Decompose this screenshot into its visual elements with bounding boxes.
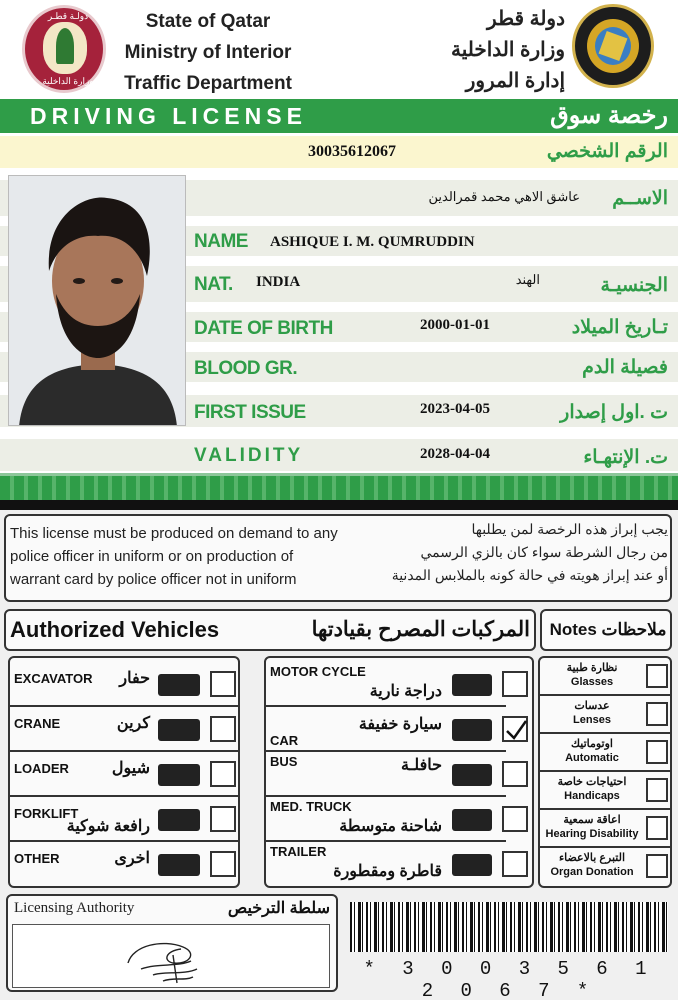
personal-number-value: 30035612067 <box>308 143 396 160</box>
vehicle-label: EXCAVATOR <box>14 671 93 686</box>
nationality-label: NAT. <box>194 274 233 295</box>
note-label: Lenses <box>573 714 611 726</box>
note-checkbox[interactable] <box>646 740 668 764</box>
vehicle-icon <box>158 854 200 876</box>
vehicle-label-ar: دراجة نارية <box>369 683 442 700</box>
vehicle-label: BUS <box>270 754 298 769</box>
authorized-vehicles-title-ar: المركبات المصرح بقيادتها <box>311 618 530 641</box>
header-english: State of Qatar Ministry of Interior Traffic Department <box>124 11 292 94</box>
signature-area <box>12 924 330 988</box>
vehicle-icon <box>452 809 492 831</box>
validity-value: 2028-04-04 <box>420 446 490 462</box>
nationality-value-ar: الهند <box>515 272 540 287</box>
note-label-ar: نظارة طبية <box>566 662 618 674</box>
name-label-ar: الاســم <box>612 188 668 209</box>
note-label: Glasses <box>570 676 614 688</box>
driving-license-title: DRIVING LICENSE <box>30 103 307 129</box>
vehicle-label-ar: حفار <box>119 670 150 687</box>
header-arabic: دولة قطر وزارة الداخلية إدارة المرور <box>450 8 565 92</box>
nationality-value: INDIA <box>256 274 301 290</box>
vehicle-label: MED. TRUCK <box>270 799 352 814</box>
traffic-emblem-logo <box>572 4 654 88</box>
driving-license-title-arabic: رخصة سوق <box>550 102 668 129</box>
vehicle-checkbox[interactable] <box>502 716 528 742</box>
decorative-border <box>0 473 678 500</box>
barcode-number: * 3 0 0 3 5 6 1 2 0 6 7 * <box>363 958 655 1002</box>
authorized-vehicles-title: Authorized Vehicles <box>10 617 220 642</box>
notes-title: Notes ملاحظات <box>549 620 667 639</box>
note-label: Handicaps <box>564 790 620 802</box>
vehicle-checkbox[interactable] <box>502 761 528 787</box>
first-issue-value: 2023-04-05 <box>420 401 490 417</box>
vehicle-checkbox[interactable] <box>210 806 236 832</box>
validity-label-ar: ت. الإنتهـاء <box>583 447 668 468</box>
dob-value: 2000-01-01 <box>420 317 490 333</box>
name-arabic-value: عاشق الاهي محمد قمرالدين <box>428 189 580 204</box>
licensing-authority-label: Licensing Authority <box>14 900 135 916</box>
vehicle-icon <box>158 764 200 786</box>
person-portrait-icon <box>9 176 186 426</box>
vehicle-label-ar: اخرى <box>114 850 150 867</box>
note-label-ar: عدسات <box>574 700 610 712</box>
qatar-moi-seal-logo: دولـة قطـر وزارة الداخلية <box>22 5 106 93</box>
blood-group-label: BLOOD GR. <box>194 358 298 379</box>
barcode <box>350 902 668 952</box>
vehicle-checkbox[interactable] <box>210 851 236 877</box>
holder-photo <box>8 175 186 426</box>
license-front <box>0 0 678 500</box>
note-label: Automatic <box>565 752 619 764</box>
name-value: ASHIQUE I. M. QUMRUDDIN <box>270 234 475 250</box>
first-issue-label-ar: ت .اول إصدار <box>560 402 668 423</box>
note-checkbox[interactable] <box>646 854 668 878</box>
vehicle-icon <box>452 719 492 741</box>
note-checkbox[interactable] <box>646 664 668 688</box>
note-label-ar: التبرع بالاعضاء <box>558 852 626 864</box>
signature-image <box>13 925 331 989</box>
note-label-ar: اوتوماتيك <box>570 738 613 750</box>
card-divider <box>0 500 678 510</box>
vehicle-label: FORKLIFT <box>14 806 79 821</box>
vehicle-checkbox[interactable] <box>502 851 528 877</box>
dob-label: DATE OF BIRTH <box>194 318 333 339</box>
vehicle-label: TRAILER <box>270 844 327 859</box>
note-label: Hearing Disability <box>545 828 639 840</box>
name-label: NAME <box>194 231 248 252</box>
note-label: Organ Donation <box>550 866 634 878</box>
vehicle-label: CRANE <box>14 716 61 731</box>
vehicle-icon <box>452 764 492 786</box>
note-checkbox[interactable] <box>646 816 668 840</box>
blood-group-label-ar: فصيلة الدم <box>582 357 668 378</box>
note-checkbox[interactable] <box>646 702 668 726</box>
vehicle-checkbox[interactable] <box>210 671 236 697</box>
terms-english: This license must be produced on demand to any police officer in uniform or on production of warrant card by police officer not in uniform <box>10 525 338 588</box>
licensing-authority-label-ar: سلطة الترخيص <box>227 900 330 917</box>
validity-label: VALIDITY <box>194 445 304 466</box>
vehicle-label-ar: سيارة خفيفة <box>358 716 442 733</box>
terms-arabic: يجب إبراز هذه الرخصة لمن يطلبها من رجال الشرطة سواء كان بالزي الرسمي أو عند إبراز هويته في حالة كونه بالملابس المدنية <box>391 521 668 583</box>
vehicle-icon <box>158 809 200 831</box>
vehicle-icon <box>452 854 492 876</box>
vehicle-label-ar: قاطرة ومقطورة <box>333 863 442 880</box>
first-issue-label: FIRST ISSUE <box>194 402 306 423</box>
vehicle-label-ar: رافعة شوكية <box>66 818 150 835</box>
vehicle-checkbox[interactable] <box>502 806 528 832</box>
vehicle-label: MOTOR CYCLE <box>270 664 366 679</box>
vehicle-checkbox[interactable] <box>502 671 528 697</box>
vehicle-label: LOADER <box>14 761 69 776</box>
checkmark-icon <box>504 718 528 742</box>
vehicle-label-ar: شاحنة متوسطة <box>339 818 442 835</box>
vehicle-icon <box>452 674 492 696</box>
personal-number-label-ar: الرقم الشخصي <box>546 141 668 162</box>
note-label-ar: احتياجات خاصة <box>557 776 627 788</box>
vehicle-checkbox[interactable] <box>210 716 236 742</box>
vehicle-label-ar: حافلـة <box>401 757 442 774</box>
palm-tree-icon <box>56 28 74 64</box>
nationality-label-ar: الجنسيـة <box>600 275 668 296</box>
vehicle-label: CAR <box>270 733 299 748</box>
note-checkbox[interactable] <box>646 778 668 802</box>
note-label-ar: اعاقة سمعية <box>563 814 621 826</box>
vehicle-checkbox[interactable] <box>210 761 236 787</box>
dob-label-ar: تـاريخ الميلاد <box>571 317 668 338</box>
vehicle-label: OTHER <box>14 851 60 866</box>
vehicle-icon <box>158 719 200 741</box>
vehicle-label-ar: كرين <box>116 715 150 732</box>
vehicle-icon <box>158 674 200 696</box>
vehicle-label-ar: شيول <box>111 760 150 777</box>
